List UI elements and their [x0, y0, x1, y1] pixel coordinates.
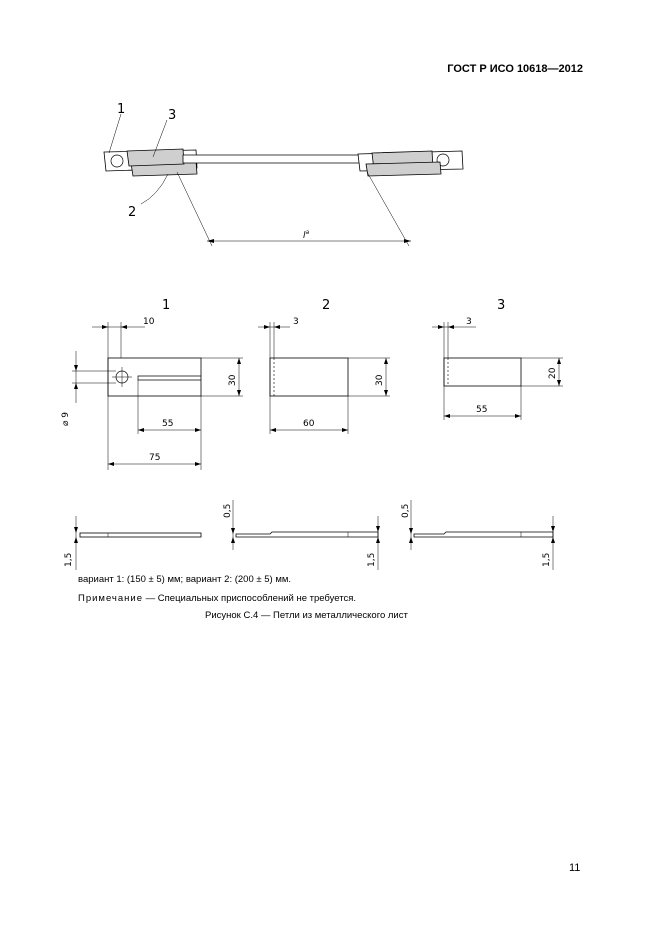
footnote: вариант 1: (150 ± 5) мм; вариант 2: (200 ± 5) мм.	[78, 574, 292, 585]
ext-line-right	[367, 172, 409, 246]
assembly-label-2: 2	[128, 205, 137, 220]
view-2	[258, 322, 390, 434]
v1-dim-top: 10	[143, 317, 155, 327]
side3-step: 0,5	[401, 503, 411, 518]
leader-2	[141, 174, 168, 204]
side-view-3	[409, 500, 555, 570]
figure-caption: Рисунок С.4 — Петли из металлического лист	[205, 610, 408, 621]
side-view-1	[74, 516, 201, 570]
note	[78, 593, 356, 604]
v3-dim-height: 20	[548, 367, 558, 379]
connecting-strip	[183, 155, 365, 163]
right-lower-strip	[366, 162, 441, 176]
left-upper-strip	[127, 149, 184, 166]
v1-dim-height: 30	[228, 374, 238, 386]
note-label: Примечание	[78, 593, 143, 604]
side2-step: 0,5	[223, 503, 233, 518]
view-label-2: 2	[322, 298, 331, 313]
ext-line-left	[177, 172, 212, 246]
side-view-2	[231, 500, 380, 570]
assembly-label-3: 3	[168, 108, 177, 123]
view-label-1: 1	[162, 298, 171, 313]
v2-dim-height: 30	[375, 374, 385, 386]
view-label-3: 3	[497, 298, 506, 313]
length-label: $l^a$	[303, 229, 310, 241]
v1-dim-total: 75	[149, 453, 161, 463]
v2-dim-top: 3	[293, 317, 299, 327]
v2-dim-length: 60	[303, 419, 315, 429]
v3-dim-length: 55	[476, 405, 488, 415]
v3-dim-top: 3	[466, 317, 472, 327]
side3-thickness: 1,5	[542, 552, 552, 567]
view-3	[432, 322, 563, 420]
page-number: 11	[569, 862, 581, 874]
note-text: — Специальных приспособлений не требуется.	[143, 593, 357, 604]
view-1	[72, 322, 243, 470]
v1-dim-hole: ⌀ 9	[61, 411, 71, 426]
leader-1	[109, 114, 121, 153]
side1-thickness: 1,5	[64, 552, 74, 567]
side2-thickness: 1,5	[367, 552, 377, 567]
document-header: ГОСТ Р ИСО 10618—2012	[447, 63, 583, 75]
v1-dim-inner: 55	[162, 419, 174, 429]
assembly-view	[104, 114, 463, 246]
assembly-label-1: 1	[117, 102, 126, 117]
